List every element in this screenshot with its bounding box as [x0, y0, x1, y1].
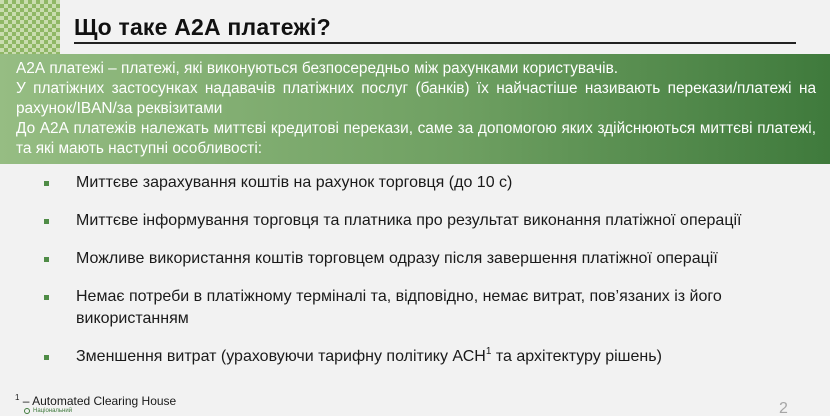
logo-mark-icon — [24, 408, 30, 414]
intro-line-3: До А2А платежів належать миттєві кредитові перекази, саме за допомогою яких здійснюються миттєві платежі, та які мають наступні особливості: — [16, 120, 816, 157]
intro-line-1: А2А платежі – платежі, які виконуються безпосередньо між рахунками користувачів. — [16, 60, 619, 77]
footnote-mark: 1 — [15, 393, 20, 402]
list-item-text: Миттєве зарахування коштів на рахунок торговця (до 10 с) — [76, 174, 513, 191]
list-item — [42, 210, 812, 232]
square-bullet-icon — [44, 295, 49, 300]
slide-title: Що таке А2А платежі? — [74, 14, 331, 40]
bullet5-text-after: та архітектуру рішень) — [491, 348, 662, 365]
intro-line-2: У платіжних застосунках надавачів платіжних послуг (банків) їх найчастіше називають перекази/платежі на рахунок/IBAN/за реквізитами — [16, 80, 816, 117]
list-item-text: Можливе використання коштів торговцем одразу після завершення платіжної операції — [76, 250, 718, 267]
square-bullet-icon — [44, 219, 49, 224]
footnote-text: – Automated Clearing House — [19, 394, 177, 408]
bank-logo — [24, 408, 72, 414]
title-underline — [74, 42, 796, 44]
square-bullet-icon — [44, 257, 49, 262]
corner-pattern-decoration — [0, 0, 60, 54]
list-item-text: Миттєве інформування торговця та платника про результат виконання платіжної операції — [76, 212, 742, 229]
square-bullet-icon — [44, 181, 49, 186]
list-item — [42, 286, 812, 330]
intro-callout-box — [0, 54, 830, 164]
square-bullet-icon — [44, 355, 49, 360]
page-number: 2 — [779, 400, 788, 416]
list-item — [42, 248, 812, 270]
footnote-ref: 1 — [485, 345, 492, 357]
list-item-text: Немає потреби в платіжному терміналі та, відповідно, немає витрат, пов’язаних із його використанням — [76, 288, 722, 327]
footnote — [15, 393, 176, 408]
list-item-text — [76, 345, 662, 365]
logo-text: Національний — [33, 408, 73, 414]
list-item — [42, 172, 812, 194]
features-list — [42, 172, 812, 368]
list-item — [42, 346, 812, 368]
bullet5-text-before: Зменшення витрат (ураховуючи тарифну політику АСН — [76, 348, 486, 365]
